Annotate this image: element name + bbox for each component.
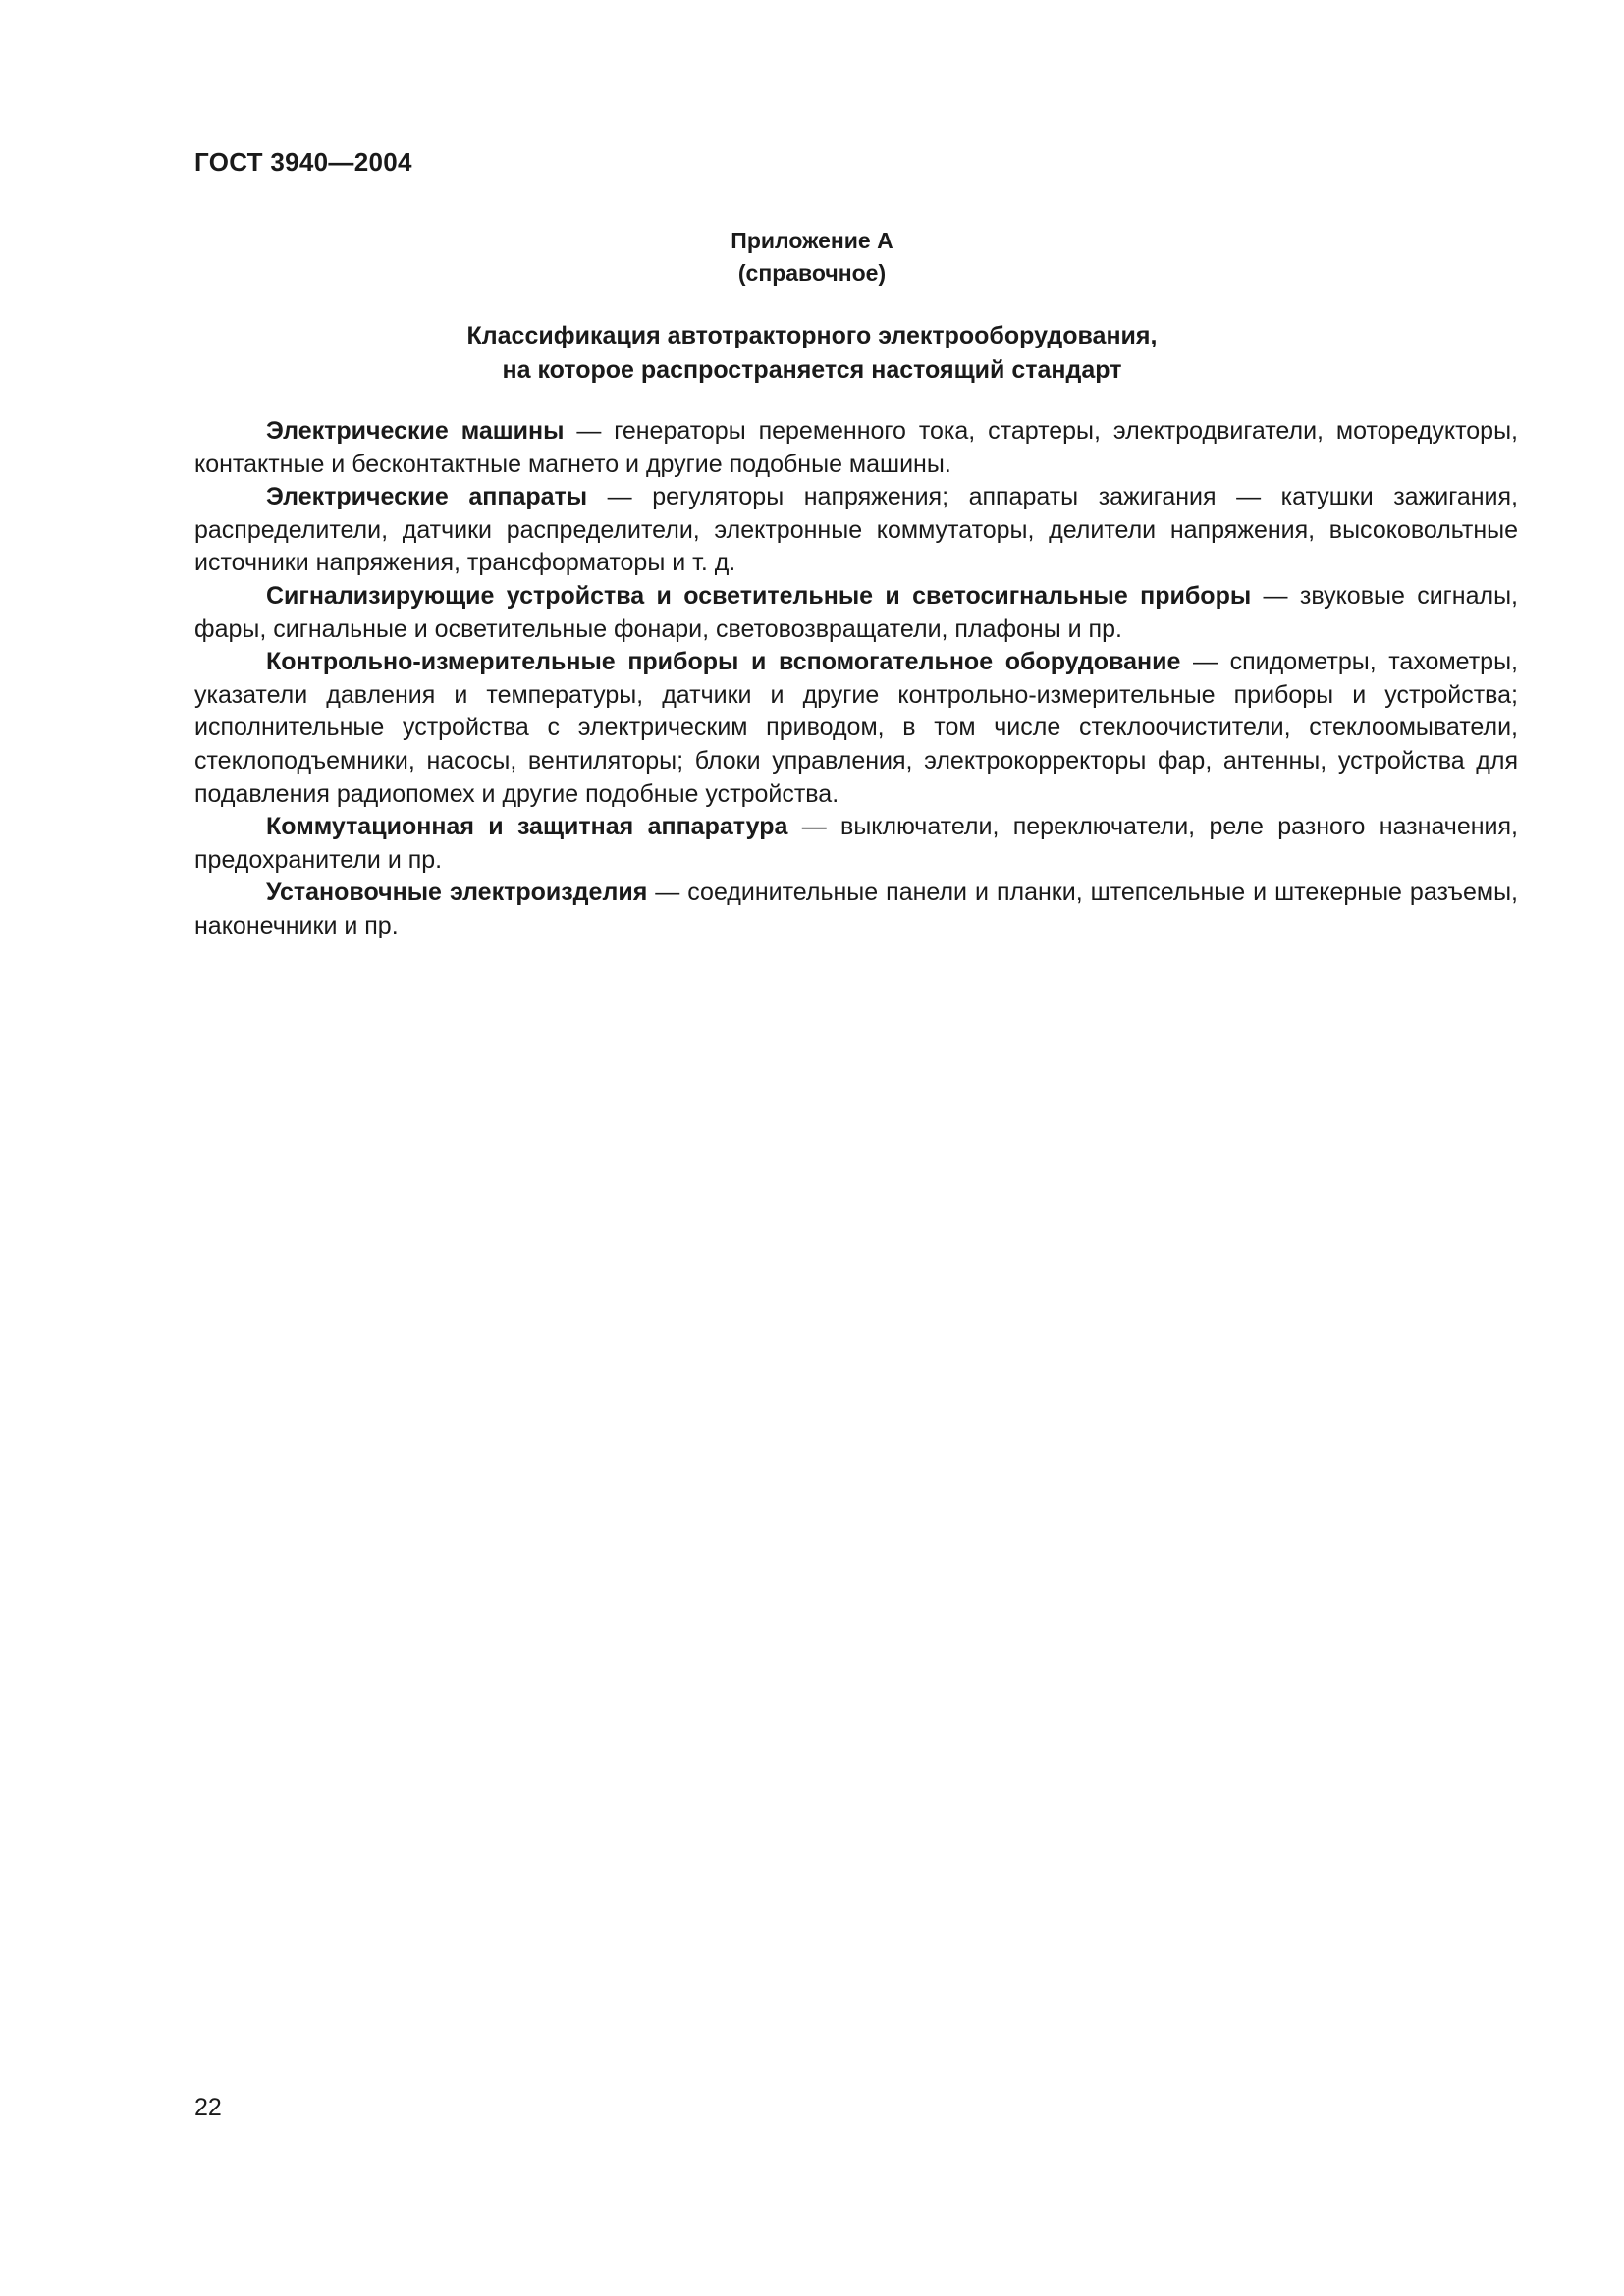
definition-signal-lighting-devices: — звуковые сигналы, фары, сигнальные и осветительные фонари, световозвращатели, плафоны и пр. <box>194 581 1518 643</box>
document-title <box>0 319 1624 388</box>
paragraph-signal-lighting-devices <box>194 580 1518 646</box>
appendix-heading <box>0 225 1624 290</box>
definition-switching-protective: — выключатели, переключатели, реле разного назначения, предохранители и пр. <box>194 813 1518 874</box>
term-switching-protective: Коммутационная и защитная аппаратура <box>266 813 788 841</box>
paragraph-measuring-instruments <box>194 646 1518 811</box>
standard-code-header: ГОСТ 3940—2004 <box>194 147 412 177</box>
paragraph-installation-products <box>194 877 1518 942</box>
paragraph-switching-protective <box>194 811 1518 877</box>
definition-installation-products: — соединительные панели и планки, штепсельные и штекерные разъемы, наконечники и пр. <box>194 879 1518 939</box>
term-electric-machines: Электрические машины <box>266 417 565 445</box>
page-number: 22 <box>194 2094 222 2121</box>
definition-electric-apparatus: — регуляторы напряжения; аппараты зажигания — катушки зажигания, распределители, датчики распределители, электронные коммутаторы, делители напряжения, высоковольтные источники напряжения, трансформаторы и т. д. <box>194 483 1518 577</box>
appendix-status: (справочное) <box>737 260 887 286</box>
term-installation-products: Установочные электроизделия <box>266 879 648 907</box>
paragraph-electric-apparatus <box>194 481 1518 580</box>
title-line-2: на которое распространяется настоящий стандарт <box>502 356 1122 384</box>
definition-electric-machines: — генераторы переменного тока, стартеры, электродвигатели, моторедукторы, контактные и бесконтактные магнето и другие подобные машины. <box>194 417 1518 478</box>
paragraph-electric-machines <box>194 415 1518 481</box>
definition-measuring-instruments: — спидометры, тахометры, указатели давления и температуры, датчики и другие контрольно-измерительные приборы и устройства; исполнительные устройства с электрическим приводом, в том числе стеклоочистители, стеклоомыватели, стеклоподъемники, насосы, вентиляторы; блоки управления, электрокорректоры фар, антенны, устройства для подавления радиопомех и другие подобные устройства. <box>194 648 1518 808</box>
classification-body <box>194 415 1518 943</box>
term-signal-lighting-devices: Сигнализирующие устройства и осветительные и светосигнальные приборы <box>266 581 1252 610</box>
title-line-1: Классификация автотракторного электрооборудования, <box>466 322 1158 349</box>
term-electric-apparatus: Электрические аппараты <box>266 483 588 511</box>
appendix-label: Приложение А <box>731 228 893 253</box>
term-measuring-instruments: Контрольно-измерительные приборы и вспомогательное оборудование <box>266 648 1181 676</box>
